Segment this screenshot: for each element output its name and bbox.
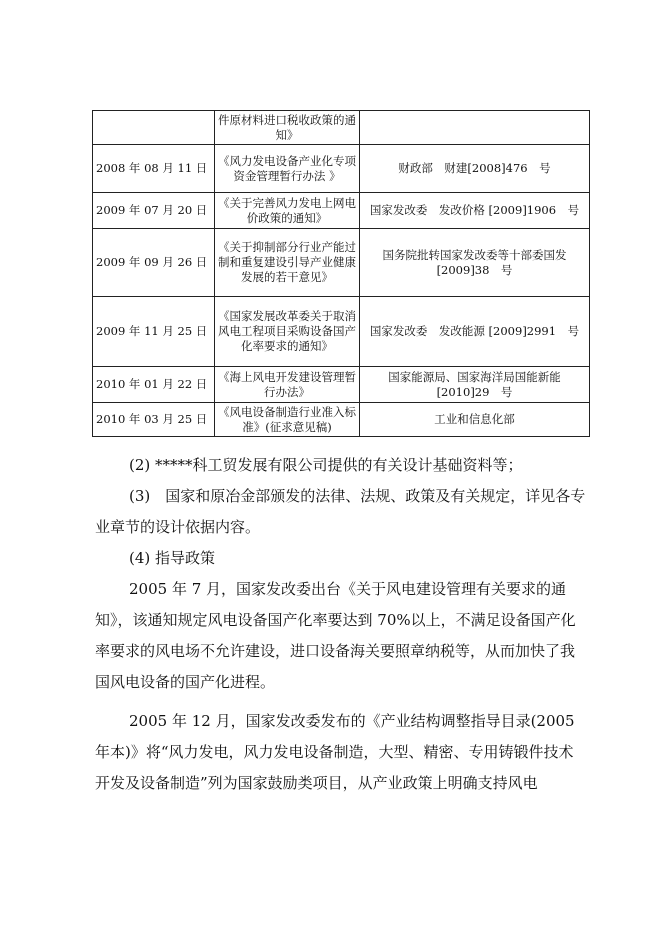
table-row	[93, 297, 590, 367]
table-row	[93, 145, 590, 193]
issuer-cell: 国家发改委 发改能源 [2009]2991 号	[360, 297, 590, 367]
paragraph-design-data: (2) *****科工贸发展有限公司提供的有关设计基础资料等；	[129, 456, 523, 474]
date-cell: 2010 年 03 月 25 日	[93, 403, 215, 437]
issuer-cell: 财政部 财建[2008]476 号	[360, 145, 590, 193]
table-row	[93, 403, 590, 437]
date-cell: 2008 年 08 月 11 日	[93, 145, 215, 193]
table-row	[93, 367, 590, 403]
table-row	[93, 229, 590, 297]
document-cell: 《国家发展改革委关于取消风电工程项目采购设备国产化率要求的通知》	[215, 297, 360, 367]
document-cell: 件原材料进口税收政策的通知》	[215, 111, 360, 145]
issuer-cell: 工业和信息化部	[360, 403, 590, 437]
issuer-cell: 国家发改委 发改价格 [2009]1906 号	[360, 193, 590, 229]
policy-table	[92, 110, 590, 437]
paragraph-2005-july: 2005 年 7 月，国家发改委出台《关于风电建设管理有关要求的通知》，该通知规定风电设备国产化率要达到 70%以上，不满足设备国产化率要求的风电场不允许建设，进口设备海关要照章纳税等，从而加快了我国风电设备的国产化进程。	[95, 580, 576, 691]
document-cell: 《海上风电开发建设管理暂行办法》	[215, 367, 360, 403]
paragraph-guiding-policy-heading: (4) 指导政策	[129, 549, 216, 567]
document-cell: 《关于抑制部分行业产能过制和重复建设引导产业健康发展的若干意见》	[215, 229, 360, 297]
table-row	[93, 111, 590, 145]
date-cell	[93, 111, 215, 145]
date-cell: 2010 年 01 月 22 日	[93, 367, 215, 403]
document-cell: 《关于完善风力发电上网电价政策的通知》	[215, 193, 360, 229]
body-text	[95, 450, 587, 799]
issuer-cell: 国家能源局、国家海洋局国能新能[2010]29 号	[360, 367, 590, 403]
document-cell: 《风电设备制造行业准入标准》(征求意见稿)	[215, 403, 360, 437]
paragraph-2005-december: 2005 年 12 月，国家发改委发布的《产业结构调整指导目录(2005 年本)》将“风力发电，风力发电设备制造，大型、精密、专用铸锻件技术开发及设备制造”列为国家鼓励类项目，从产业政策上明确支持风电	[95, 712, 575, 792]
table-row	[93, 193, 590, 229]
date-cell: 2009 年 11 月 25 日	[93, 297, 215, 367]
date-cell: 2009 年 09 月 26 日	[93, 229, 215, 297]
paragraph-regulations: (3) 国家和原冶金部颁发的法律、法规、政策及有关规定，详见各专业章节的设计依据内容。	[95, 487, 586, 536]
issuer-cell: 国务院批转国家发改委等十部委国发[2009]38 号	[360, 229, 590, 297]
issuer-cell	[360, 111, 590, 145]
date-cell: 2009 年 07 月 20 日	[93, 193, 215, 229]
document-cell: 《风力发电设备产业化专项资金管理暂行办法 》	[215, 145, 360, 193]
